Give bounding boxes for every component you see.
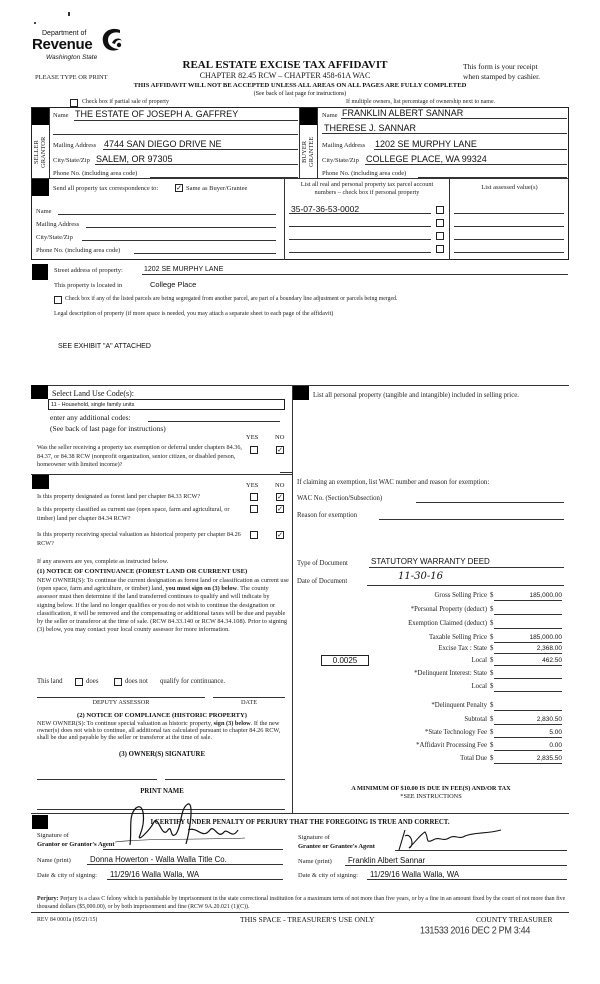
excise-state-label: Excise Tax : State bbox=[438, 645, 487, 652]
buyer-mailing-field[interactable]: 1202 SE MURPHY LANE bbox=[375, 139, 477, 149]
form-chapters: CHAPTER 82.45 RCW – CHAPTER 458-61A WAC bbox=[199, 71, 371, 80]
legal-description-field[interactable]: SEE EXHIBIT "A" ATTACHED bbox=[58, 343, 151, 350]
affidavit-processing-fee-value[interactable]: 0.00 bbox=[494, 742, 562, 751]
parcel-line-3 bbox=[289, 239, 431, 240]
buyer-grantee-label: BUYER GRANTEE bbox=[301, 136, 315, 168]
exemption-claim-label: If claiming an exemption, list WAC number and reason for exemption: bbox=[297, 479, 490, 486]
state-technology-fee-value[interactable]: 5.00 bbox=[494, 729, 562, 738]
section-5-marker bbox=[31, 385, 48, 399]
doc-date-field[interactable]: 11-30-16 bbox=[398, 571, 443, 582]
section-1-marker bbox=[32, 108, 49, 125]
seller-name-label: Name bbox=[53, 112, 69, 119]
parties-hdivider bbox=[31, 178, 569, 179]
designation-top bbox=[31, 474, 292, 475]
assessor-date-label: DATE bbox=[240, 699, 258, 706]
taxable-selling-value[interactable]: 185,000.00 bbox=[494, 634, 562, 643]
parcel-personal-checkbox-1[interactable] bbox=[436, 206, 444, 214]
stray-mark bbox=[34, 22, 36, 24]
buyer-city-line bbox=[365, 164, 567, 165]
delinquent-interest-state-label: *Delinquent Interest: State bbox=[414, 670, 487, 677]
historical-no-checkbox[interactable]: ✓ bbox=[277, 531, 283, 539]
seller-city-line bbox=[95, 164, 298, 165]
currency-sign: $ bbox=[490, 592, 494, 599]
parcel-header: List all real and personal property tax parcel account numbers – check box if personal property bbox=[300, 181, 434, 196]
corr-mailing-line bbox=[86, 227, 276, 228]
buyer-phone-label: Phone No. (including area code) bbox=[322, 170, 407, 177]
section-3-marker bbox=[32, 179, 49, 196]
additional-codes-label: enter any additional codes: bbox=[50, 413, 131, 422]
exemption-section-top bbox=[280, 472, 292, 473]
doc-type-line bbox=[369, 567, 564, 568]
correspondence-label: Send all property tax correspondence to: bbox=[53, 185, 159, 192]
reason-label: Reason for exemption bbox=[297, 512, 358, 519]
delinquent-interest-local-label: Local bbox=[471, 683, 487, 690]
no-header-2: NO bbox=[275, 482, 285, 489]
subtotal-value[interactable]: 2,830.50 bbox=[494, 716, 562, 725]
doc-type-field[interactable]: STATUTORY WARRANTY DEED bbox=[371, 557, 490, 566]
corr-city-label: City/State/Zip bbox=[36, 234, 73, 241]
personal-property-label: List all personal property (tangible and intangible) included in selling price. bbox=[313, 392, 519, 399]
subtotal-label: Subtotal bbox=[464, 716, 487, 723]
currency-sign: $ bbox=[490, 683, 494, 690]
does-not-qualify-checkbox[interactable] bbox=[114, 678, 122, 686]
deputy-assessor-label: DEPUTY ASSESSOR bbox=[92, 699, 150, 706]
assessed-line-1 bbox=[454, 213, 564, 214]
currency-sign: $ bbox=[490, 702, 494, 709]
owner-signature-title: (3) OWNER(S) SIGNATURE bbox=[119, 751, 205, 758]
currency-sign: $ bbox=[490, 620, 494, 627]
logo-line2: Revenue bbox=[32, 36, 93, 53]
exemption-claimed-value[interactable] bbox=[494, 620, 562, 629]
historical-yes-checkbox[interactable] bbox=[250, 531, 258, 539]
current-use-yes-checkbox[interactable] bbox=[250, 505, 258, 513]
dor-swirl-icon bbox=[100, 27, 124, 53]
historical-question: Is this property receiving special valuation as historical property per chapter 84.26 RCW? bbox=[37, 531, 241, 547]
treasurer-space: THIS SPACE - TREASURER'S USE ONLY bbox=[240, 915, 375, 924]
currency-sign: $ bbox=[490, 729, 494, 736]
grantor-name-field[interactable]: Donna Howerton - Walla Walla Title Co. bbox=[90, 855, 227, 864]
seller-phone-label: Phone No. (including area code) bbox=[53, 170, 138, 177]
grantor-date-label: Date & city of signing: bbox=[37, 872, 97, 879]
treasurer-stamp: 131533 2016 DEC 2 PM 3:44 bbox=[420, 924, 531, 936]
partial-sale-label: Check box if partial sale of property bbox=[82, 99, 169, 105]
assessed-line-3 bbox=[454, 239, 564, 240]
corr-name-label: Name bbox=[36, 208, 52, 215]
seller-name-line2 bbox=[53, 134, 298, 135]
notice-1-body: NEW OWNER(S): To continue the current designation as forest land or classification as current use (open space, farm and agriculture, or timber) land, you must sign on (3) below. The county assessor must then determine if the land transferred continues to qualify and will indicate by signing below. If the land no longer qualifies or you do not wish to continue the designation or classification, it will be removed and the compensating or additional taxes will be due and payable by the seller or transferor at the time of sale. (RCW 84.33.140 or RCW 84.34.108). Prior to signing (3) below, you may contact your local county assessor for more information. bbox=[37, 577, 289, 634]
excise-local-value[interactable]: 462.50 bbox=[494, 657, 562, 666]
exemption-yes-checkbox[interactable] bbox=[250, 446, 258, 454]
assessed-header: List assessed value(s) bbox=[481, 184, 538, 191]
assessor-date-line bbox=[213, 697, 285, 698]
segregated-label: Check box if any of the listed parcels are being segregated from another parcel, are part of a boundary line adjustment or parcels being merged. bbox=[65, 296, 398, 302]
minimum-due-note: A MINIMUM OF $10.00 IS DUE IN FEE(S) AND/OR TAX bbox=[351, 785, 511, 792]
grantor-name-line bbox=[87, 864, 283, 865]
same-as-buyer-label: Same as Buyer/Grantee bbox=[186, 185, 248, 192]
grantee-date-line bbox=[367, 879, 567, 880]
grantor-sig-label-1: Signature of bbox=[37, 832, 69, 839]
partial-sale-checkbox[interactable] bbox=[70, 99, 78, 107]
grantee-name-line bbox=[345, 865, 567, 866]
parcel-line-2 bbox=[289, 226, 431, 227]
middle-divider bbox=[292, 385, 293, 813]
logo-line1: Department of bbox=[42, 30, 87, 37]
delinquent-penalty-label: *Delinquent Penalty bbox=[431, 702, 487, 709]
grantor-date-line bbox=[107, 879, 283, 880]
corr-city-line bbox=[82, 240, 276, 241]
receipt-note-1: This form is your receipt bbox=[463, 62, 538, 71]
grantee-sig-label-1: Signature of bbox=[298, 834, 330, 841]
doc-type-label: Type of Document bbox=[297, 560, 348, 567]
logo-line3: Washington State bbox=[46, 54, 98, 61]
grantor-sig-line bbox=[103, 849, 283, 850]
doc-date-label: Date of Document bbox=[297, 578, 348, 585]
seller-city-label: City/State/Zip bbox=[53, 157, 90, 164]
gross-selling-value[interactable]: 185,000.00 bbox=[494, 592, 562, 601]
grantor-signature[interactable] bbox=[110, 800, 250, 850]
grantee-name-field[interactable]: Franklin Albert Sannar bbox=[348, 856, 426, 865]
perjury-underline bbox=[31, 912, 569, 913]
grantee-date-field[interactable]: 11/29/16 Walla Walla, WA bbox=[370, 870, 460, 879]
total-due-label: Total Due bbox=[460, 755, 487, 762]
exemption-question: Was the seller receiving a property tax exemption or deferral under chapters 84.36, 84.37, or 84.38 RCW (nonprofit organization, senior citizen, or disabled person, homeowner with limited income)? bbox=[37, 444, 242, 468]
form-title: REAL ESTATE EXCISE TAX AFFIDAVIT bbox=[182, 59, 388, 71]
seller-name-field[interactable]: THE ESTATE OF JOSEPH A. GAFFREY bbox=[75, 109, 239, 119]
qualify-label: qualify for continuance. bbox=[160, 678, 226, 685]
delinquent-interest-local-value[interactable] bbox=[494, 683, 562, 692]
buyer-name-field[interactable]: FRANKLIN ALBERT SANNAR bbox=[342, 108, 464, 118]
yes-header-1: YES bbox=[246, 434, 259, 441]
county-treasurer: COUNTY TREASURER bbox=[476, 915, 553, 924]
assessed-line-2 bbox=[454, 226, 564, 227]
currency-sign: $ bbox=[490, 645, 494, 652]
this-land-label: This land bbox=[37, 678, 63, 685]
section-6-marker bbox=[32, 475, 49, 489]
receipt-note-2: when stamped by cashier. bbox=[463, 72, 541, 81]
currency-sign: $ bbox=[490, 657, 494, 664]
taxable-selling-label: Taxable Selling Price bbox=[428, 634, 487, 641]
seller-city-field[interactable]: SALEM, OR 97305 bbox=[96, 154, 173, 164]
print-name-label: PRINT NAME bbox=[140, 788, 184, 795]
currency-sign: $ bbox=[490, 742, 494, 749]
current-use-question: Is this property classified as current use (open space, farm and agricultural, or timber) land per chapter 84.34 RCW? bbox=[37, 506, 230, 522]
grantee-sig-line bbox=[395, 850, 567, 851]
local-rate-field[interactable]: 0.0025 bbox=[321, 655, 369, 666]
personal-property-deduct-label: *Personal Property (deduct) bbox=[410, 606, 487, 613]
forest-yes-checkbox[interactable] bbox=[250, 493, 258, 501]
seller-mailing-label: Mailing Address bbox=[53, 142, 97, 149]
personal-property-deduct-value[interactable] bbox=[494, 606, 562, 615]
section-7-marker bbox=[293, 386, 309, 400]
section-2-marker bbox=[300, 108, 317, 125]
owner-signature-line-2[interactable] bbox=[165, 779, 285, 780]
grantor-date-field[interactable]: 11/29/16 Walla Walla, WA bbox=[110, 870, 200, 879]
located-in-label: This property is located in bbox=[54, 282, 123, 289]
wac-field[interactable] bbox=[416, 502, 564, 503]
parcel-number-1[interactable]: 35-07-36-53-0002 bbox=[291, 204, 360, 214]
notice-2-title: (2) NOTICE OF COMPLIANCE (HISTORIC PROPERTY) bbox=[77, 712, 247, 719]
does-qualify-checkbox[interactable] bbox=[75, 678, 83, 686]
buyer-mailing-line bbox=[374, 149, 567, 150]
does-label: does bbox=[86, 678, 99, 685]
buyer-name-field-2[interactable]: THERESE J. SANNAR bbox=[324, 123, 417, 133]
parcel-line-4 bbox=[289, 252, 431, 253]
buyer-city-label: City/State/Zip bbox=[322, 157, 359, 164]
buyer-name-label: Name bbox=[322, 112, 338, 119]
seller-mailing-field[interactable]: 4744 SAN DIEGO DRIVE NE bbox=[104, 139, 222, 149]
delinquent-penalty-value[interactable] bbox=[494, 702, 562, 711]
yes-header-2: YES bbox=[246, 482, 259, 489]
if-yes-note: If any answers are yes, complete as instructed below. bbox=[37, 558, 169, 565]
land-use-see-back: (See back of last page for instructions) bbox=[50, 424, 166, 433]
state-technology-fee-label: *State Technology Fee bbox=[424, 729, 487, 736]
notice-1-title: (1) NOTICE OF CONTINUANCE (FOREST LAND OR CURRENT USE) bbox=[37, 568, 248, 575]
street-address-label: Street address of property: bbox=[54, 267, 123, 274]
parcel-personal-checkbox-4[interactable] bbox=[436, 245, 444, 253]
buyer-mailing-label: Mailing Address bbox=[322, 142, 366, 149]
corr-phone-line bbox=[134, 253, 276, 254]
parcel-personal-checkbox-2[interactable] bbox=[436, 219, 444, 227]
buyer-phone-line bbox=[418, 177, 567, 178]
street-address-field[interactable]: 1202 SE MURPHY LANE bbox=[144, 266, 224, 273]
gross-selling-label: Gross Selling Price bbox=[434, 592, 487, 599]
total-due-value[interactable]: 2,835.50 bbox=[494, 755, 562, 764]
currency-sign: $ bbox=[490, 606, 494, 613]
does-not-label: does not bbox=[125, 678, 148, 685]
parcel-line-1 bbox=[289, 213, 431, 214]
delinquent-interest-state-value[interactable] bbox=[494, 670, 562, 679]
owner-signature-line-1[interactable] bbox=[37, 779, 157, 780]
please-type-or-print: PLEASE TYPE OR PRINT bbox=[35, 74, 108, 81]
instructions-note: (See back of last page for instructions) bbox=[253, 91, 347, 97]
multiple-owners-note: If multiple owners, list percentage of ownership next to name. bbox=[346, 99, 496, 105]
see-instructions-note: *SEE INSTRUCTIONS bbox=[400, 793, 462, 800]
forest-no-checkbox[interactable]: ✓ bbox=[277, 493, 283, 501]
grantee-sig-label-2: Grantee or Grantee's Agent bbox=[298, 843, 375, 850]
assessed-line-4 bbox=[454, 252, 564, 253]
reason-field[interactable] bbox=[379, 519, 564, 520]
corr-mailing-label: Mailing Address bbox=[36, 221, 80, 228]
affidavit-processing-fee-label: *Affidavit Processing Fee bbox=[416, 742, 487, 749]
perjury-notice: Perjury: Perjury is a class C felony which is punishable by imprisonment in the state correctional institution for a maximum term of not more than five years, or by a fine in an amount fixed by the court of not more than five thousand dollars ($5,000.00), or by both imprisonment and fine (RCW 9A.20.021 (1)(C)). bbox=[37, 896, 566, 910]
grantee-name-label: Name (print) bbox=[298, 858, 332, 865]
additional-codes-line bbox=[148, 421, 280, 422]
doc-date-line bbox=[367, 585, 564, 586]
buyer-name-line2 bbox=[322, 133, 567, 134]
section-4-marker bbox=[32, 264, 48, 280]
section-8-marker bbox=[32, 815, 48, 829]
currency-sign: $ bbox=[490, 755, 494, 762]
corr-name-line bbox=[58, 214, 276, 215]
current-use-no-checkbox[interactable]: ✓ bbox=[277, 505, 283, 513]
grantee-signature[interactable] bbox=[395, 826, 505, 852]
grantor-name-label: Name (print) bbox=[37, 857, 71, 864]
buyer-city-field[interactable]: COLLEGE PLACE, WA 99324 bbox=[366, 154, 487, 164]
grantor-sig-label-2: Grantor or Grantor's Agent bbox=[37, 841, 115, 848]
exemption-claimed-label: Exemption Claimed (deduct) bbox=[408, 620, 487, 627]
seller-phone-line bbox=[150, 177, 298, 178]
stray-mark bbox=[68, 12, 70, 16]
seller-name-line bbox=[74, 120, 298, 121]
corr-phone-label: Phone No. (including area code) bbox=[36, 247, 121, 254]
legal-description-label: Legal description of property (if more space is needed, you may attach a separate sheet to each page of the affidavit) bbox=[54, 311, 334, 317]
deputy-assessor-line bbox=[37, 697, 205, 698]
buyer-name-line bbox=[341, 118, 567, 119]
land-use-select[interactable]: 11 - Household, single family units bbox=[48, 399, 285, 410]
dor-logo bbox=[30, 30, 125, 66]
parcel-personal-checkbox-3[interactable] bbox=[436, 232, 444, 240]
located-in-field[interactable]: College Place bbox=[150, 280, 197, 289]
no-header-1: NO bbox=[275, 434, 285, 441]
grantee-date-label: Date & city of signing: bbox=[298, 872, 358, 879]
land-use-label: Select Land Use Code(s): bbox=[52, 389, 134, 398]
seller-grantor-label: SELLER GRANTOR bbox=[33, 136, 47, 168]
street-address-line bbox=[142, 274, 568, 275]
forest-land-question: Is this property designated as forest land per chapter 84.33 RCW? bbox=[37, 493, 201, 500]
wac-label: WAC No. (Section/Subsection) bbox=[297, 495, 383, 502]
excise-state-value[interactable]: 2,368.00 bbox=[494, 645, 562, 654]
same-as-buyer-checkbox[interactable]: ✓ bbox=[176, 184, 182, 192]
currency-sign: $ bbox=[490, 670, 494, 677]
segregated-checkbox[interactable] bbox=[54, 296, 62, 304]
seller-mailing-line bbox=[103, 149, 298, 150]
seller-side-divider bbox=[49, 108, 50, 178]
excise-local-label: Local bbox=[471, 657, 487, 664]
completion-warning: THIS AFFIDAVIT WILL NOT BE ACCEPTED UNLESS ALL AREAS ON ALL PAGES ARE FULLY COMPLETED bbox=[133, 82, 467, 89]
form-number: REV 84 0001a (05/21/15) bbox=[37, 917, 98, 923]
currency-sign: $ bbox=[490, 634, 494, 641]
certification-statement: I CERTIFY UNDER PENALTY OF PERJURY THAT THE FOREGOING IS TRUE AND CORRECT. bbox=[150, 819, 450, 826]
notice-2-body: NEW OWNER(S): To continue special valuation as historic property, sign (3) below. If the new owner(s) does not wish to continue, all additional tax calculated pursuant to chapter 84.26 RCW, shall be due and payable by the seller or transferor at the time of sale. bbox=[37, 720, 281, 742]
exemption-no-checkbox[interactable]: ✓ bbox=[277, 446, 283, 454]
buyer-side-divider bbox=[317, 108, 318, 178]
currency-sign: $ bbox=[490, 716, 494, 723]
